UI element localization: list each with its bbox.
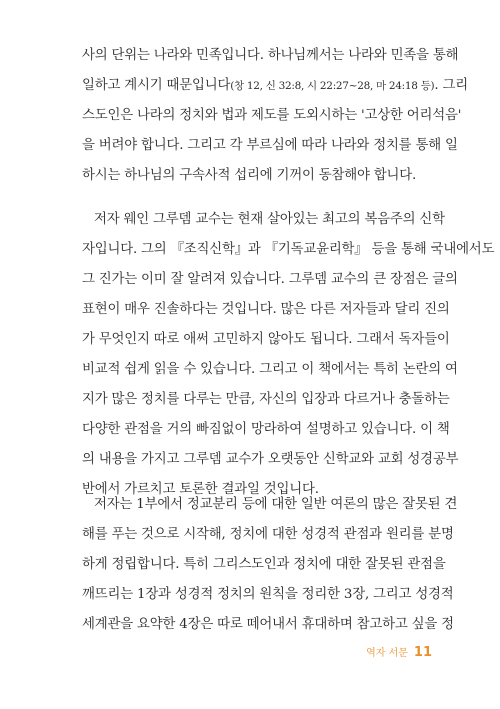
text-line: 의 내용을 가지고 그루뎀 교수가 오랫동안 신학교와 교회 성경공부 — [82, 452, 459, 467]
text-line: 저자는 1부에서 정교분리 등에 대한 일반 여론의 많은 잘못된 견 — [94, 497, 458, 512]
text-line: 그 진가는 이미 잘 알려져 있습니다. 그루뎀 교수의 큰 장점은 글의 — [82, 272, 458, 287]
text-line: 하게 정립합니다. 특히 그리스도인과 정치에 대한 잘못된 관점을 — [82, 557, 446, 572]
scripture-reference: (창 12, 신 32:8, 시 22:27~28, 마 24:18 등) — [230, 80, 435, 92]
section-label: 역자 서문 — [366, 648, 408, 659]
text-line: 을 버려야 합니다. 그리고 각 부르심에 따라 나라와 정치를 통해 일 — [82, 138, 458, 153]
text-line: 다양한 관점을 거의 빠짐없이 망라하여 설명하고 있습니다. 이 책 — [82, 422, 450, 437]
text-line: 비교적 쉽게 읽을 수 있습니다. 그리고 이 책에서는 특히 논란의 여 — [82, 362, 458, 377]
text-line: 반에서 가르치고 토론한 결과일 것입니다. — [82, 482, 319, 497]
text-line: 저자 웨인 그루뎀 교수는 현재 살아있는 최고의 복음주의 신학 — [94, 212, 445, 227]
page-footer — [366, 641, 432, 660]
text-line: 가 무엇인지 따로 애써 고민하지 않아도 됩니다. 그래서 독자들이 — [82, 332, 450, 347]
paragraph-1 — [82, 41, 468, 191]
text-line: 표현이 매우 진솔하다는 것입니다. 많은 다른 저자들과 달리 진의 — [82, 302, 450, 317]
text-line: 세계관을 요약한 4장은 따로 떼어내서 휴대하며 참고하고 싶을 정 — [82, 617, 454, 632]
text-line: 스도인은 나라의 정치와 법과 제도를 도외시하는 '고상한 어리석음' — [82, 108, 462, 123]
page-number: 11 — [413, 645, 432, 660]
text-line: 사의 단위는 나라와 민족입니다. 하나님께서는 나라와 민족을 통해 — [82, 48, 459, 63]
line-text: . 그리 — [434, 78, 468, 93]
text-line: 깨뜨리는 1장과 성경적 정치의 원칙을 정리한 3장, 그리고 성경적 — [82, 587, 454, 602]
paragraph-3 — [82, 490, 458, 640]
text-line: 하시는 하나님의 구속사적 섭리에 기꺼이 동참해야 합니다. — [82, 168, 417, 183]
text-line: 지가 많은 정치를 다루는 만큼, 자신의 입장과 다르거나 충돌하는 — [82, 392, 450, 407]
line-text: 일하고 계시기 때문입니다 — [82, 78, 231, 93]
text-line: 해를 푸는 것으로 시작해, 정치에 대한 성경적 관점과 원리를 분명 — [82, 527, 454, 542]
text-line-with-reference — [82, 71, 468, 101]
text-line: 자입니다. 그의 『조직신학』과 『기독교윤리학』 등을 통해 국내에서도 — [82, 242, 495, 257]
